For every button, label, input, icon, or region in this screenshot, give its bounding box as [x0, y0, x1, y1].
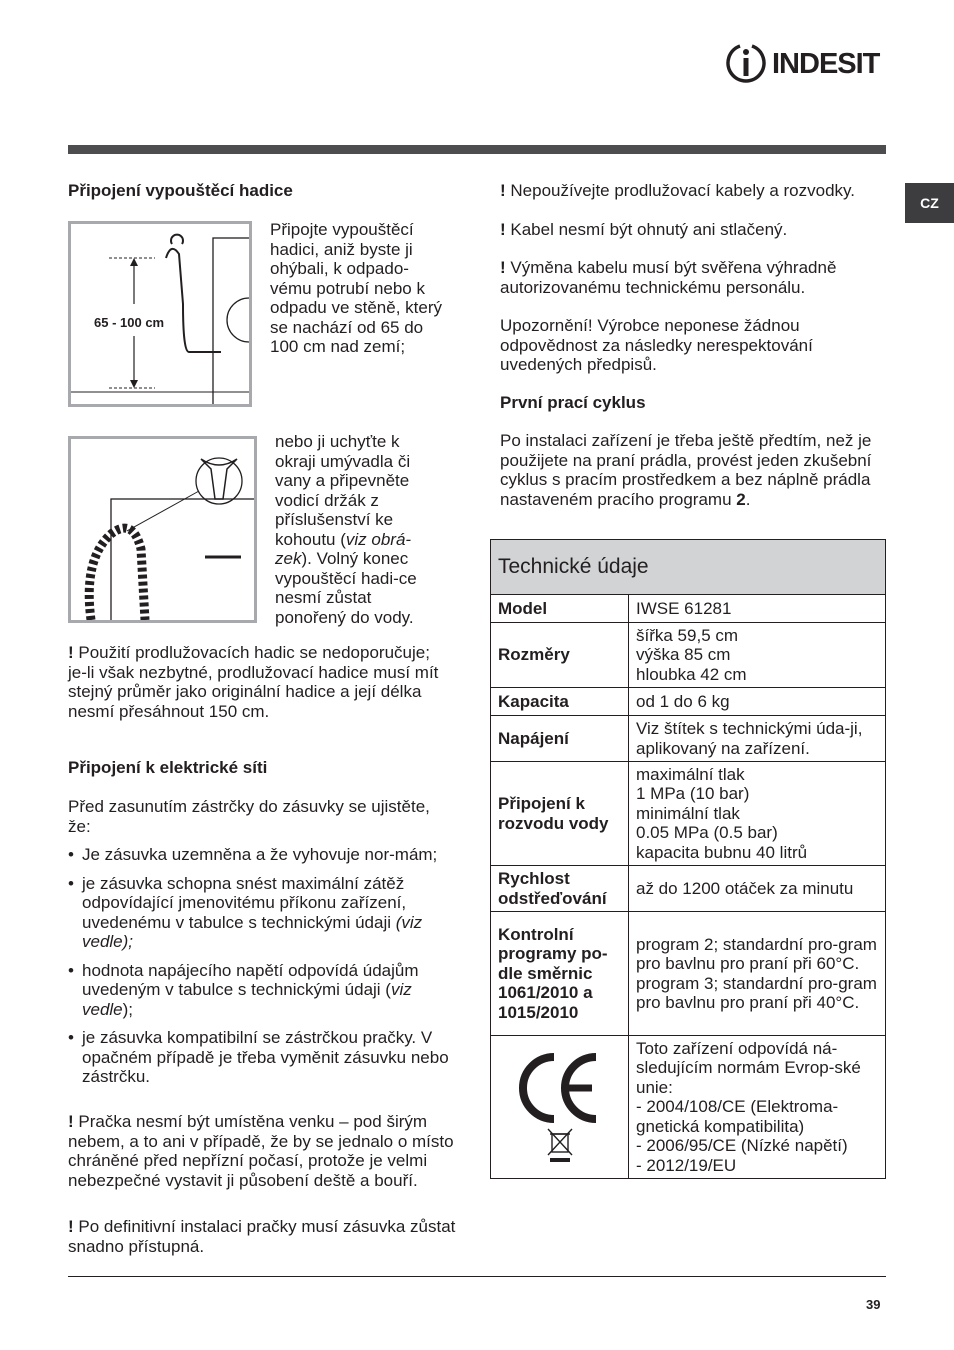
spec-value: až do 1200 otáček za minutu: [629, 866, 886, 912]
height-range-label: 65 - 100 cm: [94, 315, 165, 330]
spec-key: Kontrolní programy po-dle směrnic 1061/2010 a 1015/2010: [491, 912, 629, 1036]
spec-key: Model: [491, 595, 629, 623]
ce-compliance-text: Toto zařízení odpovídá ná-sledujícím normám Evrop-ské unie: - 2004/108/CE (Elektroma-gnetická kompatibilita) - 2006/95/CE (Nízké napětí) - 2012/19/EU: [629, 1036, 886, 1179]
hose-holder-text-a: nebo ji uchyťte k okraji umývadla či vany a připevněte vodicí držák z příslušenství ke kohoutu (: [275, 432, 411, 549]
table-row: [491, 623, 886, 688]
spec-key: Kapacita: [491, 688, 629, 716]
brand-name: INDESIT: [772, 47, 880, 80]
page-number: 39: [866, 1297, 881, 1312]
spec-value: program 2; standardní pro-gram pro bavlnu pro praní při 60°C. program 3; standardní pro-gram pro bavlnu pro praní při 40°C.: [629, 912, 886, 1036]
tech-specs-table: [490, 594, 886, 1179]
spec-key: Rychlost odstřeďování: [491, 866, 629, 912]
spec-value: Viz štítek s technickými úda-ji, aplikovaný na zařízení.: [629, 716, 886, 762]
list-item: [68, 874, 454, 952]
table-row: [491, 688, 886, 716]
hose-holder-text: [275, 432, 440, 627]
first-cycle-title: První prací cyklus: [500, 393, 646, 412]
first-cycle-text: [500, 431, 892, 509]
hose-holder-figure: [68, 436, 257, 623]
cable-replace-note: [500, 258, 890, 297]
access-note-text: Po definitivní instalaci pračky musí zásuvka zůstat snadno přístupná.: [68, 1217, 456, 1256]
list-item-ref: viz vedle: [82, 980, 412, 1019]
electric-intro: Před zasunutím zástrčky do zásuvky se ujistěte, že:: [68, 797, 430, 836]
no-extension-note: [500, 181, 890, 201]
spec-key: Rozměry: [491, 623, 629, 688]
table-row: [491, 716, 886, 762]
ce-mark-icon: [514, 1051, 606, 1163]
warning-mark: !: [68, 643, 79, 662]
list-item-text: je zásuvka schopna snést maximální zátěž odpovídající jmenovitému příkonu zařízení, uvedenému v tabulce s technickými údaji: [82, 873, 407, 932]
drain-section-title: Připojení vypouštěcí hadice: [68, 181, 293, 200]
table-row: [491, 866, 886, 912]
ce-cell: [491, 1036, 629, 1179]
extension-hose-note: [68, 643, 452, 721]
no-extension-note-text: Nepoužívejte prodlužovací kabely a rozvodky.: [510, 181, 855, 200]
access-note: [68, 1217, 456, 1256]
table-row: [491, 762, 886, 866]
list-item-text-end: );: [122, 999, 134, 1019]
table-row: [491, 1036, 886, 1179]
table-row: [491, 912, 886, 1036]
cable-replace-note-text: Výměna kabelu musí být svěřena výhradně autorizovanému technickému personálu.: [500, 258, 837, 297]
cable-note-text: Kabel nesmí být ohnutý ani stlačený.: [510, 220, 788, 239]
washer-drain-illustration: [71, 224, 249, 404]
outdoor-note-text: Pračka nesmí být umístěna venku – pod širým nebem, a to ani v případě, že by se jednalo o místo chráněné před nepřízní počasí, protože je velmi nebezpečné vystavit ji působení deště a bouří.: [68, 1112, 454, 1190]
program-number: 2: [736, 489, 746, 509]
spec-key: Napájení: [491, 716, 629, 762]
list-item: [68, 1028, 454, 1087]
list-item-ref: (viz vedle);: [82, 912, 423, 951]
header-rule: [68, 145, 886, 154]
list-item-text: hodnota napájecího napětí odpovídá údajům uvedeným v tabulce s technickými údaji (: [82, 960, 419, 999]
warning-mark: !: [68, 1112, 79, 1131]
warning-mark: !: [500, 220, 511, 239]
indesit-logo: [726, 42, 888, 86]
warning-mark: !: [500, 181, 511, 200]
list-item: [68, 845, 454, 865]
list-item-text: Je zásuvka uzemněna a že vyhovuje nor-mám;: [82, 845, 438, 864]
outdoor-note: [68, 1112, 456, 1190]
spec-key: Připojení k rozvodu vody: [491, 762, 629, 866]
hose-holder-text-ref: viz obrá-zek: [275, 529, 412, 568]
warning-mark: !: [500, 258, 511, 277]
tech-specs: [490, 539, 886, 1179]
electric-checklist: [68, 845, 454, 1096]
list-item: [68, 961, 454, 1020]
sink-hose-illustration: [71, 439, 254, 620]
spec-value: šířka 59,5 cm výška 85 cm hloubka 42 cm: [629, 623, 886, 688]
indesit-logo-icon: [726, 42, 766, 86]
spec-value: od 1 do 6 kg: [629, 688, 886, 716]
liability-warning: Upozornění! Výrobce neponese žádnou odpovědnost za následky nerespektování uvedených předpisů.: [500, 316, 813, 374]
spec-value: IWSE 61281: [629, 595, 886, 623]
hose-holder-text-b: ). Volný konec vypouštěcí hadi-ce nesmí zůstat ponořený do vody.: [275, 549, 417, 627]
warning-mark: !: [68, 1217, 79, 1236]
electric-section-title: Připojení k elektrické síti: [68, 758, 268, 777]
extension-hose-note-text: Použití prodlužovacích hadic se nedoporučuje; je-li však nezbytné, prodlužovací hadice musí mít stejný průměr jako originální hadice a její délka nesmí přesáhnout 150 cm.: [68, 643, 439, 721]
language-tab: CZ: [905, 183, 954, 223]
list-item-text: je zásuvka kompatibilní se zástrčkou pračky. V opačném případě je třeba vyměnit zásuvku nebo zástrčku.: [82, 1028, 449, 1086]
table-row: [491, 595, 886, 623]
tech-specs-header: [490, 539, 886, 594]
weee-bin-icon: [548, 1129, 572, 1162]
drain-instruction-text: Připojte vypouštěcí hadici, aniž byste ji ohýbali, k odpado-vému potrubí nebo k odpadu ve stěně, který se nachází od 65 do 100 cm nad zemí;: [270, 220, 443, 356]
drain-height-figure: [68, 221, 252, 407]
cable-note: [500, 220, 890, 240]
first-cycle-text-body: Po instalaci zařízení je třeba ještě předtím, než je použijete na praní prádla, provést jeden zkušební cyklus s pracím prostředkem a bez náplně prádla nastaveném pracího programu: [500, 431, 872, 509]
tech-specs-title: Technické údaje: [498, 555, 649, 578]
first-cycle-text-end: .: [745, 489, 751, 509]
footer-rule: [68, 1276, 886, 1277]
spec-value: maximální tlak 1 MPa (10 bar) minimální tlak 0.05 MPa (0.5 bar) kapacita bubnu 40 litrů: [629, 762, 886, 866]
